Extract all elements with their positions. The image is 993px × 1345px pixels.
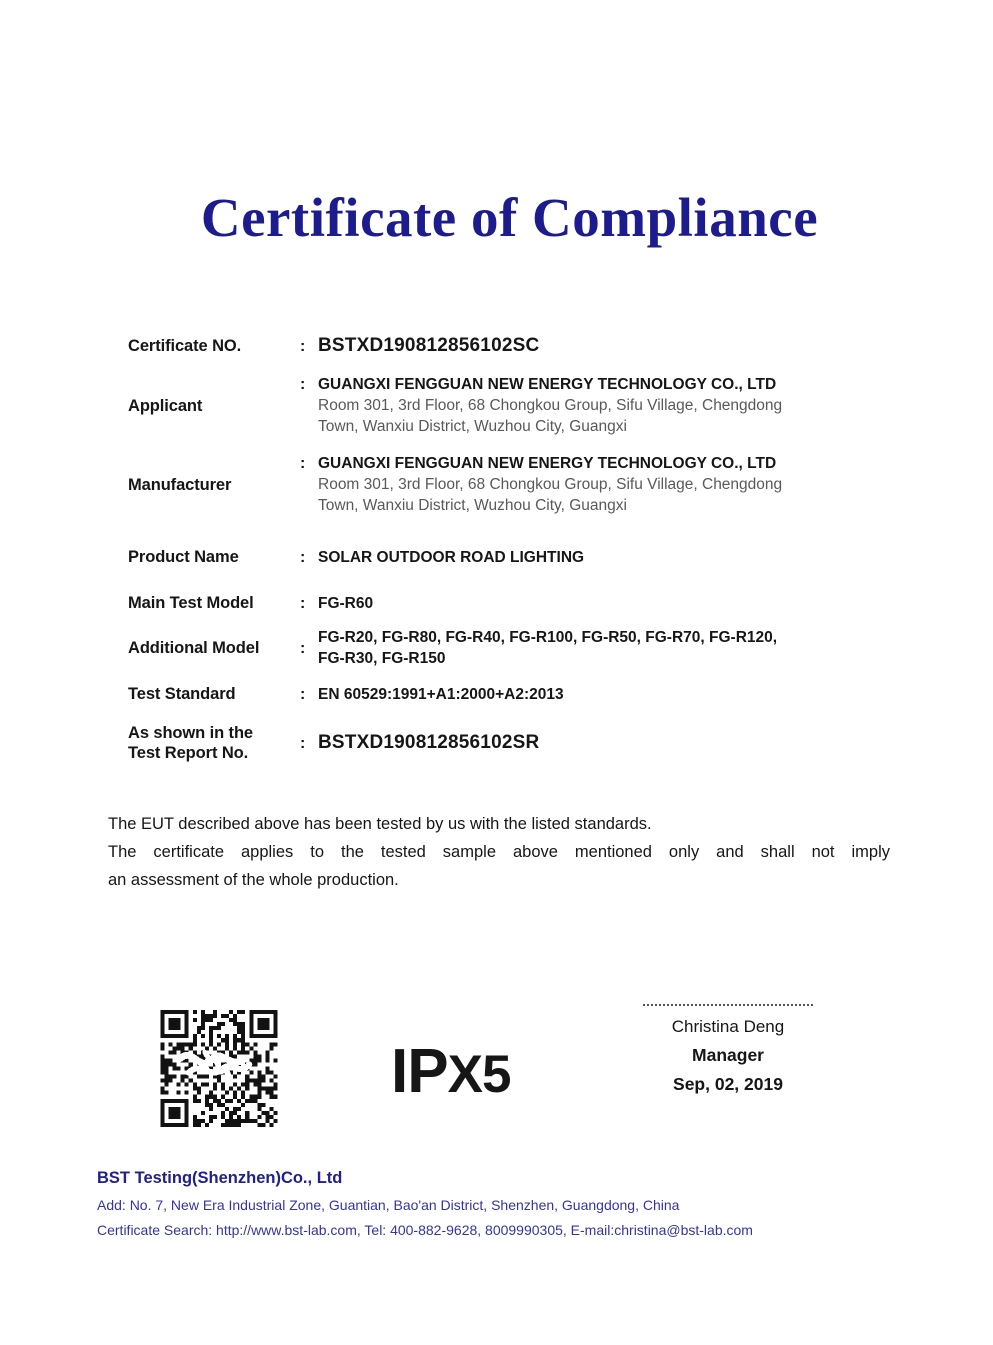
manufacturer-company: GUANGXI FENGGUAN NEW ENERGY TECHNOLOGY CO., LTD <box>318 455 777 472</box>
field-value-test-standard: EN 60529:1991+A1:2000+A2:2013 <box>318 685 564 703</box>
qr-code-icon <box>155 1010 283 1127</box>
row-test-report-no <box>128 723 860 763</box>
applicant-address-line2: Town, Wanxiu District, Wuzhou City, Guangxi <box>318 418 627 435</box>
row-certificate-no <box>128 333 860 359</box>
field-label-applicant: Applicant <box>128 396 203 415</box>
colon: : <box>300 594 306 612</box>
colon: : <box>300 685 306 703</box>
row-additional-model <box>128 627 860 669</box>
colon: : <box>300 734 306 752</box>
test-report-label-line2: Test Report No. <box>128 744 249 762</box>
field-value-certificate-no: BSTXD190812856102SC <box>318 335 540 356</box>
field-label-additional-model: Additional Model <box>128 639 260 657</box>
applicant-address-line1: Room 301, 3rd Floor, 68 Chongkou Group, Sifu Village, Chengdong <box>318 397 783 414</box>
footer-company: BST Testing(Shenzhen)Co., Ltd <box>97 1169 343 1187</box>
manufacturer-address-line2: Town, Wanxiu District, Wuzhou City, Guangxi <box>318 497 627 514</box>
field-label-test-report-no <box>128 723 300 763</box>
test-report-label-line1: As shown in the <box>128 724 254 742</box>
certificate-title: Certificate of Compliance <box>200 187 819 248</box>
colon: : <box>300 455 306 472</box>
colon: : <box>300 548 306 566</box>
footer <box>97 1169 753 1247</box>
field-label-product-name: Product Name <box>128 548 239 566</box>
field-value-product-name: SOLAR OUTDOOR ROAD LIGHTING <box>318 548 585 566</box>
field-label-main-test-model: Main Test Model <box>128 594 254 612</box>
signature-date: Sep, 02, 2019 <box>673 1074 783 1094</box>
row-applicant <box>128 374 860 437</box>
statement-line1: The EUT described above has been tested by us with the listed standards. <box>108 815 652 833</box>
ip-rating-suffix: X5 <box>447 1045 511 1104</box>
manufacturer-address-line1: Room 301, 3rd Floor, 68 Chongkou Group, Sifu Village, Chengdong <box>318 476 783 493</box>
additional-model-line1: FG-R20, FG-R80, FG-R40, FG-R100, FG-R50, FG-R70, FG-R120, <box>318 629 778 646</box>
statement-line2: The certificate applies to the tested sample above mentioned only and shall not imply <box>108 843 890 861</box>
footer-certificate-search: Certificate Search: http://www.bst-lab.com, Tel: 400-882-9628, 8009990305, E-mail:christina@bst-lab.com <box>97 1222 753 1238</box>
row-manufacturer <box>128 453 860 516</box>
signature-block <box>627 1004 829 1095</box>
colon: : <box>300 376 306 393</box>
field-value-additional-model <box>318 627 860 669</box>
statement-paragraph <box>108 810 890 894</box>
colon: : <box>300 337 306 355</box>
footer-address: Add: No. 7, New Era Industrial Zone, Guantian, Bao'an District, Shenzhen, Guangdong, China <box>97 1197 680 1213</box>
signatory-role: Manager <box>692 1045 764 1065</box>
field-value-applicant <box>318 374 860 437</box>
field-value-main-test-model: FG-R60 <box>318 594 374 612</box>
field-value-manufacturer <box>318 453 860 516</box>
applicant-company: GUANGXI FENGGUAN NEW ENERGY TECHNOLOGY CO., LTD <box>318 376 777 393</box>
row-test-standard <box>128 683 860 705</box>
ip-rating <box>391 1036 510 1107</box>
signature-dotted-line <box>643 1004 813 1006</box>
statement-line3: an assessment of the whole production. <box>108 871 399 889</box>
field-value-test-report-no: BSTXD190812856102SR <box>318 732 540 753</box>
info-table <box>128 330 860 763</box>
field-label-certificate-no: Certificate NO. <box>128 337 242 355</box>
colon: : <box>300 639 306 657</box>
row-main-test-model <box>128 592 860 614</box>
signatory-name: Christina Deng <box>671 1017 785 1036</box>
ip-rating-prefix: IP <box>391 1037 448 1106</box>
field-label-manufacturer: Manufacturer <box>128 475 232 494</box>
additional-model-line2: FG-R30, FG-R150 <box>318 650 446 667</box>
row-product-name <box>128 546 860 568</box>
field-label-test-standard: Test Standard <box>128 685 236 703</box>
